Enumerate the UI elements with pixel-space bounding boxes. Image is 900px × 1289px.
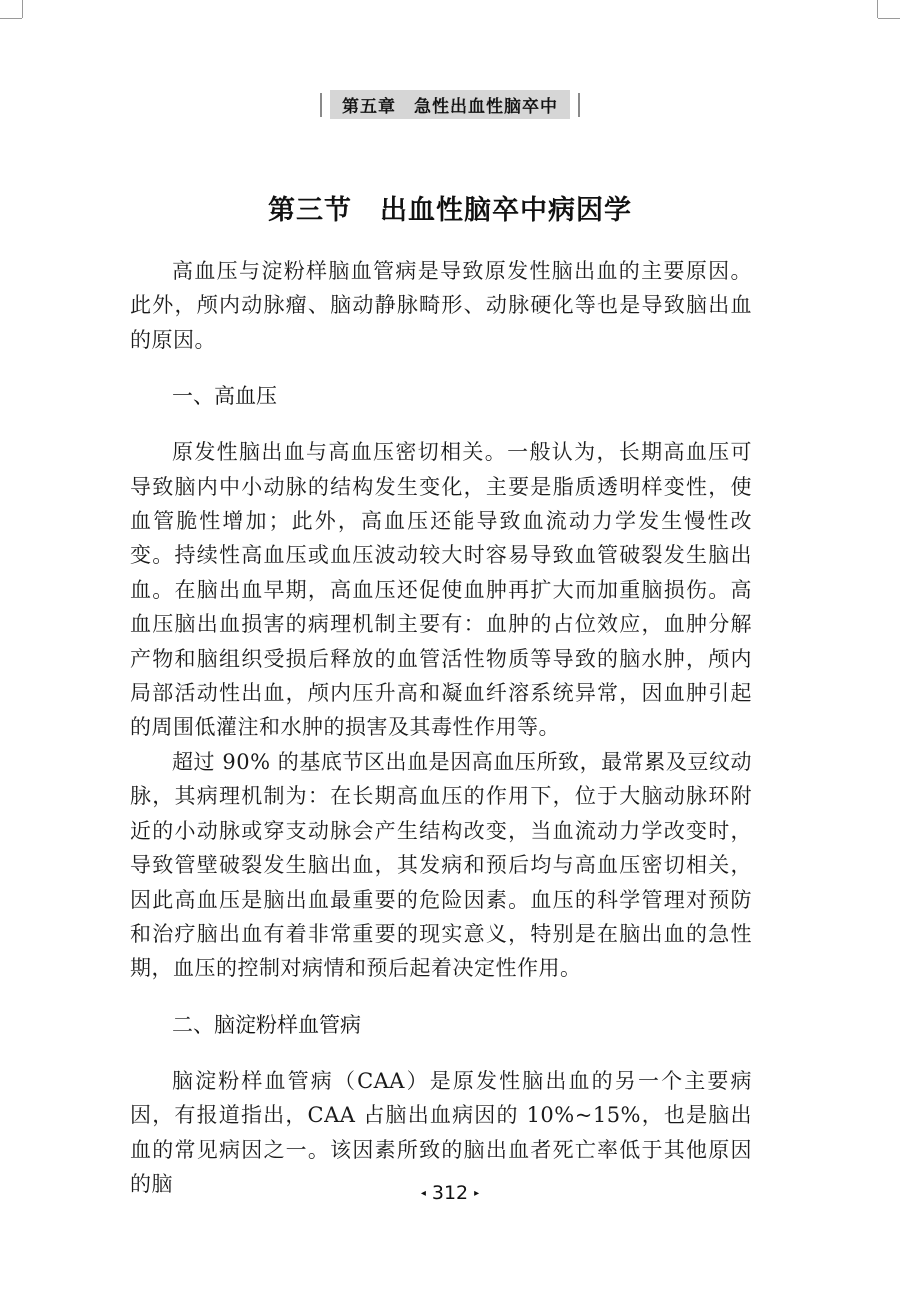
hypertension-paragraph-1: 原发性脑出血与高血压密切相关。一般认为，长期高血压可导致脑内中小动脉的结构发生变化，主要是脂质透明样变性，使血管脆性增加；此外，高血压还能导致血流动力学发生慢性改变。持续性高血压或血压波动较大时容易导致血管破裂发生脑出血。在脑出血早期，高血压还促使血肿再扩大而加重脑损伤。高血压脑出血损害的病理机制主要有：血肿的占位效应，血肿分解产物和脑组织受损后释放的血管活性物质等导致的脑水肿，颅内局部活动性出血，颅内压升高和凝血纤溶系统异常，因血肿引起的周围低灌注和水肿的损害及其毒性作用等。: [130, 440, 752, 740]
subsection-heading-caa: 二、脑淀粉样血管病: [172, 1012, 361, 1037]
header-chapter: 第五章: [342, 97, 396, 117]
right-triangle-icon: ▸: [474, 1188, 480, 1199]
section-title-text: 出血性脑卒中病因学: [380, 195, 632, 226]
intro-paragraph: 高血压与淀粉样脑血管病是导致原发性脑出血的主要原因。此外，颅内动脉瘤、脑动静脉畸形、动脉硬化等也是导致脑出血的原因。: [130, 259, 752, 352]
header-chapter-title: 急性出血性脑卒中: [414, 97, 558, 117]
running-header: [0, 90, 900, 119]
crop-mark-top-left-horizontal: [0, 18, 22, 19]
left-triangle-icon: ◂: [420, 1188, 426, 1199]
page-body: [130, 254, 752, 1201]
crop-mark-top-right-vertical: [877, 0, 878, 18]
section-number: 第三节: [268, 195, 352, 226]
page-footer: [0, 1182, 900, 1204]
page-number: 312: [431, 1182, 469, 1204]
section-title: [0, 188, 900, 227]
crop-mark-top-right-horizontal: [878, 18, 900, 19]
hypertension-paragraph-2: 超过 90% 的基底节区出血是因高血压所致，最常累及豆纹动脉，其病理机制为：在长期高血压的作用下，位于大脑动脉环附近的小动脉或穿支动脉会产生结构改变，当血流动力学改变时，导致管壁破裂发生脑出血，其发病和预后均与高血压密切相关，因此高血压是脑出血最重要的危险因素。血压的科学管理对预防和治疗脑出血有着非常重要的现实意义，特别是在脑出血的急性期，血压的控制对病情和预后起着决定性作用。: [130, 749, 752, 981]
caa-paragraph-1: 脑淀粉样血管病（CAA）是原发性脑出血的另一个主要病因，有报道指出，CAA 占脑出血病因的 10%~15%，也是脑出血的常见病因之一。该因素所致的脑出血者死亡率低于其他原因的脑: [130, 1068, 752, 1196]
crop-mark-top-left-vertical: [22, 0, 23, 18]
header-label: [330, 90, 570, 119]
subsection-heading-hypertension: 一、高血压: [172, 384, 277, 409]
header-left-rule: [320, 93, 322, 117]
header-right-rule: [578, 93, 580, 117]
